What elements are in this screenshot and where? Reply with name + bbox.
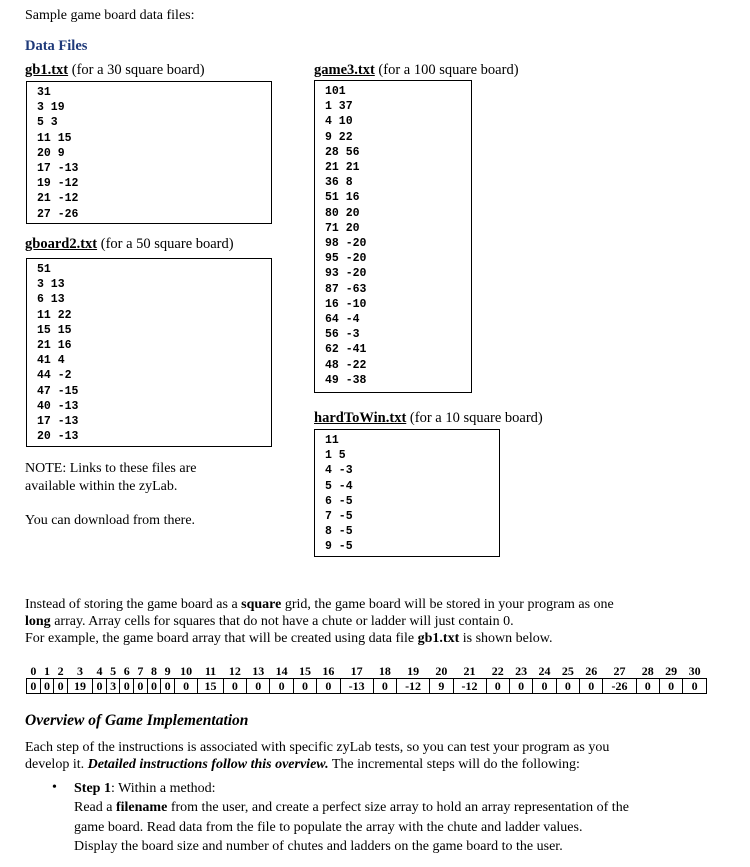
- file-heading-gboard2: [25, 236, 234, 253]
- array-value-cell: 15: [198, 679, 223, 694]
- file-name-game3: game3.txt: [314, 62, 375, 78]
- array-index-cell: 17: [350, 663, 363, 678]
- para-text: array. Array cells for squares that do not have a chute or ladder will just contain 0.: [50, 614, 514, 629]
- array-value-cell: 0: [659, 679, 682, 694]
- overview-title: Overview of Game Implementation: [25, 712, 249, 729]
- file-name-hardtowin: hardToWin.txt: [314, 410, 407, 426]
- array-index-cell: 10: [180, 663, 193, 678]
- file-line: 48 -22: [325, 358, 367, 372]
- file-line: 71 20: [325, 221, 360, 235]
- file-line: 64 -4: [325, 313, 360, 327]
- file-content-gboard2: [26, 258, 272, 447]
- array-value-cell: 19: [67, 679, 92, 694]
- array-index-cell: 3: [77, 663, 84, 678]
- array-index-cell: 20: [435, 663, 448, 678]
- array-index-cell: 27: [613, 663, 626, 678]
- file-line: 98 -20: [325, 237, 367, 251]
- note-line-1: NOTE: Links to these files are: [25, 461, 197, 476]
- file-line: 11: [325, 434, 339, 447]
- file-desc-hardtowin: (for a 10 square board): [406, 410, 543, 426]
- array-value-cell: 0: [54, 679, 68, 694]
- file-desc-gb1: (for a 30 square board): [68, 62, 205, 78]
- file-line: 11 22: [37, 308, 72, 322]
- file-content-hardtowin: [314, 429, 500, 557]
- array-value-cell: 0: [247, 679, 270, 694]
- para-bold-gb1: gb1.txt: [417, 631, 460, 646]
- array-value-cell: 0: [134, 679, 148, 694]
- array-value-row: [27, 679, 707, 694]
- file-line: 6 13: [37, 293, 65, 307]
- array-index-cell: 9: [164, 663, 171, 678]
- file-line: 49 -38: [325, 373, 367, 387]
- step1-text: Read a: [74, 800, 116, 815]
- array-value-cell: -12: [397, 679, 430, 694]
- file-line: 3 13: [37, 278, 65, 292]
- file-line: 15 15: [37, 323, 72, 337]
- file-line: 36 8: [325, 176, 353, 190]
- file-line: 40 -13: [37, 399, 79, 413]
- step1-line-3: Display the board size and number of chutes and ladders on the game board to the user.: [74, 839, 563, 854]
- step1-label: Step 1: [74, 781, 111, 796]
- file-line: 20 -13: [37, 430, 79, 444]
- file-line: 27 -26: [37, 207, 79, 221]
- file-line: 16 -10: [325, 297, 367, 311]
- bullet-icon: •: [52, 780, 57, 795]
- array-index-cell: 26: [585, 663, 598, 678]
- array-index-cell: 28: [641, 663, 654, 678]
- overview-text: develop it.: [25, 757, 88, 772]
- array-value-cell: 0: [486, 679, 509, 694]
- file-line: 7 -5: [325, 510, 353, 524]
- file-line: 9 -5: [325, 540, 353, 554]
- array-index-cell: 25: [561, 663, 574, 678]
- file-line: 28 56: [325, 145, 360, 159]
- file-line: 56 -3: [325, 328, 360, 342]
- file-line: 21 16: [37, 339, 72, 353]
- storage-paragraph-line-2: [25, 613, 514, 630]
- array-value-cell: 0: [533, 679, 556, 694]
- file-line: 5 3: [37, 116, 58, 130]
- note-line-2: available within the zyLab.: [25, 479, 178, 494]
- array-value-cell: 0: [147, 679, 161, 694]
- array-value-cell: -12: [453, 679, 486, 694]
- array-value-cell: 0: [27, 679, 41, 694]
- array-value-cell: 3: [106, 679, 120, 694]
- array-value-cell: 0: [373, 679, 396, 694]
- array-index-row: [27, 664, 707, 679]
- array-value-cell: 0: [580, 679, 603, 694]
- intro-text: Sample game board data files:: [25, 8, 195, 23]
- file-desc-game3: (for a 100 square board): [374, 62, 519, 78]
- array-index-cell: 0: [30, 663, 37, 678]
- array-value-cell: 0: [556, 679, 579, 694]
- data-files-heading: Data Files: [25, 38, 88, 54]
- array-index-cell: 6: [123, 663, 130, 678]
- array-value-cell: 0: [293, 679, 316, 694]
- array-index-cell: 13: [252, 663, 265, 678]
- array-index-cell: 18: [378, 663, 391, 678]
- overview-bold-italic: Detailed instructions follow this overview.: [87, 757, 329, 772]
- file-line: 31: [37, 86, 51, 99]
- file-line: 5 -4: [325, 479, 353, 493]
- file-line: 21 -12: [37, 192, 79, 206]
- file-line: 93 -20: [325, 267, 367, 281]
- array-value-cell: 0: [174, 679, 197, 694]
- file-name-gboard2: gboard2.txt: [25, 236, 98, 252]
- para-text: grid, the game board will be stored in your program as one: [281, 597, 614, 612]
- array-index-cell: 16: [322, 663, 335, 678]
- array-value-cell: 0: [509, 679, 532, 694]
- step1-title: [74, 779, 216, 799]
- array-value-cell: 0: [93, 679, 107, 694]
- file-line: 51 16: [325, 191, 360, 205]
- file-line: 95 -20: [325, 252, 367, 266]
- file-line: 80 20: [325, 206, 360, 220]
- file-line: 47 -15: [37, 384, 79, 398]
- file-name-gb1: gb1.txt: [25, 62, 69, 78]
- overview-line-1: Each step of the instructions is associated with specific zyLab tests, so you can test your program as you: [25, 740, 610, 755]
- file-line: 17 -13: [37, 162, 79, 176]
- array-index-cell: 22: [491, 663, 504, 678]
- file-line: 62 -41: [325, 343, 367, 357]
- para-text: is shown below.: [459, 631, 553, 646]
- para-bold-square: square: [241, 597, 282, 612]
- array-index-cell: 30: [688, 663, 701, 678]
- array-index-cell: 8: [151, 663, 158, 678]
- file-line: 44 -2: [37, 369, 72, 383]
- array-value-cell: 0: [223, 679, 246, 694]
- file-line: 20 9: [37, 146, 65, 160]
- array-index-cell: 15: [298, 663, 311, 678]
- file-line: 41 4: [37, 354, 65, 368]
- array-index-cell: 1: [43, 663, 50, 678]
- step1-bold-filename: filename: [115, 800, 168, 815]
- array-value-cell: -26: [603, 679, 636, 694]
- file-line: 11 15: [37, 131, 72, 145]
- array-value-cell: 9: [430, 679, 453, 694]
- file-line: 101: [325, 85, 346, 98]
- file-line: 9 22: [325, 130, 353, 144]
- file-line: 19 -12: [37, 177, 79, 191]
- array-index-cell: 23: [515, 663, 528, 678]
- para-text: For example, the game board array that will be created using data file: [25, 631, 418, 646]
- para-bold-long: long: [25, 614, 51, 629]
- array-value-cell: 0: [683, 679, 707, 694]
- file-heading-hardtowin: [314, 410, 543, 427]
- file-line: 6 -5: [325, 494, 353, 508]
- array-index-cell: 29: [665, 663, 678, 678]
- file-line: 1 37: [325, 100, 353, 114]
- array-value-cell: 0: [120, 679, 134, 694]
- array-index-cell: 11: [204, 663, 217, 678]
- file-line: 87 -63: [325, 282, 367, 296]
- array-index-cell: 19: [407, 663, 420, 678]
- file-line: 1 5: [325, 449, 346, 463]
- file-line: 4 -3: [325, 464, 353, 478]
- storage-paragraph-line-3: [25, 630, 552, 647]
- file-line: 3 19: [37, 101, 65, 115]
- file-content-game3: [314, 80, 472, 393]
- overview-line-2: [25, 756, 580, 773]
- array-index-cell: 4: [96, 663, 103, 678]
- array-value-cell: 0: [40, 679, 54, 694]
- board-array-table: [26, 664, 707, 694]
- array-value-cell: 0: [270, 679, 293, 694]
- step1-line-1: [74, 798, 629, 818]
- file-desc-gboard2: (for a 50 square board): [97, 236, 234, 252]
- download-note: You can download from there.: [25, 513, 196, 528]
- file-line: 8 -5: [325, 525, 353, 539]
- storage-paragraph-line-1: [25, 596, 614, 613]
- file-line: 21 21: [325, 161, 360, 175]
- file-heading-game3: [314, 62, 519, 79]
- array-value-cell: -13: [340, 679, 373, 694]
- array-value-cell: 0: [636, 679, 659, 694]
- array-index-cell: 5: [110, 663, 117, 678]
- step1-title-text: : Within a method:: [110, 781, 216, 796]
- array-index-cell: 21: [463, 663, 476, 678]
- para-text: Instead of storing the game board as a: [25, 597, 242, 612]
- array-index-cell: 14: [275, 663, 288, 678]
- file-line: 17 -13: [37, 415, 79, 429]
- array-index-cell: 2: [57, 663, 64, 678]
- array-index-cell: 7: [137, 663, 144, 678]
- array-index-cell: 12: [228, 663, 241, 678]
- array-value-cell: 0: [161, 679, 175, 694]
- file-line: 4 10: [325, 115, 353, 129]
- step1-text: from the user, and create a perfect size array to hold an array representation of the: [167, 800, 629, 815]
- file-line: 51: [37, 263, 51, 276]
- step1-line-2: game board. Read data from the file to populate the array with the chute and ladder values.: [74, 820, 583, 835]
- overview-text: The incremental steps will do the following:: [328, 757, 580, 772]
- file-heading-gb1: [25, 62, 205, 79]
- file-content-gb1: [26, 81, 272, 224]
- array-index-cell: 24: [538, 663, 551, 678]
- array-value-cell: 0: [317, 679, 340, 694]
